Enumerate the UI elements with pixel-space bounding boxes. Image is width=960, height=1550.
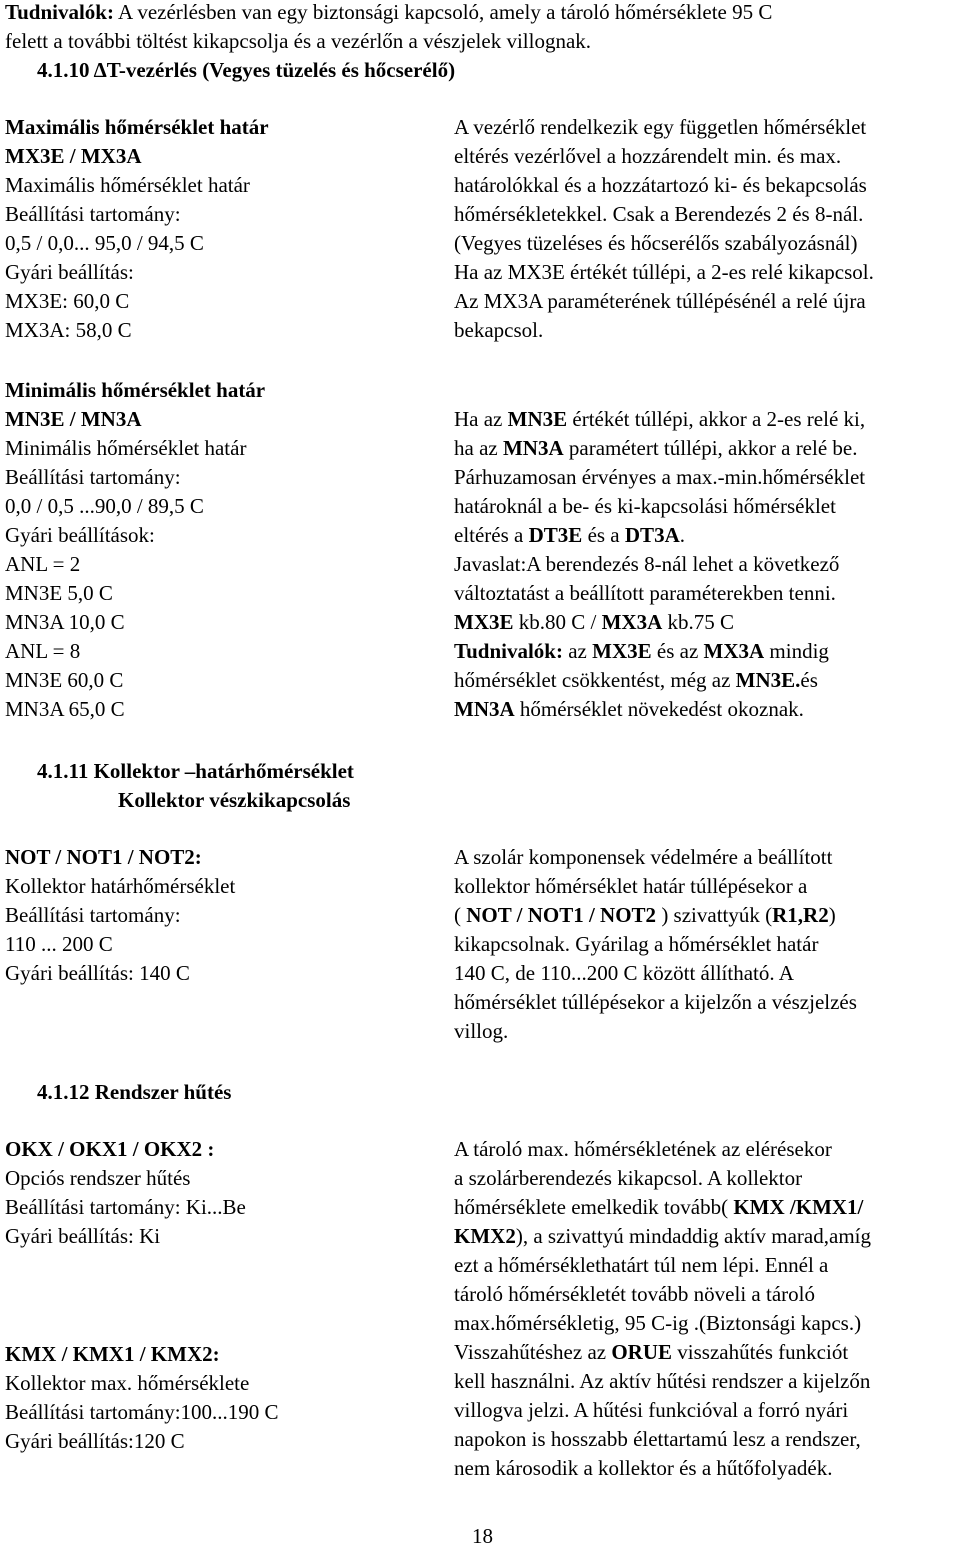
not-factory: Gyári beállítás: 140 C (5, 961, 190, 985)
max-desc-line: hőmérsékletekkel. Csak a Berendezés 2 és 8-nál. (454, 202, 864, 226)
cooling-desc-line: nem károsodik a kollektor és a hűtőfolyadék. (454, 1456, 833, 1480)
not-range-label: Beállítási tartomány: (5, 903, 181, 927)
intro-line-1 (5, 2, 772, 23)
cooling-desc-line: a szolárberendezés kikapcsol. A kollektor (454, 1166, 803, 1190)
max-range: 0,5 / 0,0... 95,0 / 94,5 C (5, 231, 204, 255)
max-desc-line: Ha az MX3E értékét túllépi, a 2-es relé kikapcsol. (454, 260, 874, 284)
max-mx3a-value: MX3A: 58,0 C (5, 318, 132, 342)
kmx-range: Beállítási tartomány:100...190 C (5, 1400, 279, 1424)
not-label: Kollektor határhőmérséklet (5, 874, 236, 898)
kmx-label: Kollektor max. hőmérséklete (5, 1371, 250, 1395)
cooling-desc-line: villogva jelzi. A hűtési funkcióval a forró nyári (454, 1398, 849, 1422)
min-desc-line: változtatást a beállított paraméterekben tenni. (454, 581, 836, 605)
max-desc-line: határolókkal és a hozzátartozó ki- és bekapcsolás (454, 173, 867, 197)
okx-heading: OKX / OKX1 / OKX2 : (5, 1137, 215, 1161)
max-desc-line: eltérés vezérlővel a hozzárendelt min. és max. (454, 144, 842, 168)
max-desc-line: (Vegyes tüzeléses és hőcserélős szabályozásnál) (454, 231, 858, 255)
not-desc-line: A szolár komponensek védelmére a beállított (454, 845, 833, 869)
cooling-desc-line: hőmérséklete emelkedik tovább( KMX /KMX1/ (454, 1195, 864, 1219)
not-desc-line: ( NOT / NOT1 / NOT2 ) szivattyúk (R1,R2) (454, 903, 836, 927)
section-subtitle-4-1-11: Kollektor vészkikapcsolás (118, 788, 351, 812)
min-factory-label: Gyári beállítások: (5, 523, 155, 547)
section-title-4-1-11: 4.1.11 Kollektor –határhőmérséklet (37, 759, 354, 783)
section-title-4-1-12: 4.1.12 Rendszer hűtés (37, 1080, 232, 1104)
min-desc-line: MN3A hőmérséklet növekedést okoznak. (454, 697, 804, 721)
min-mn3a-a: MN3A 10,0 C (5, 610, 125, 634)
min-desc-line: hőmérséklet csökkentést, még az MN3E.és (454, 668, 818, 692)
min-codes: MN3E / MN3A (5, 407, 142, 431)
kmx-heading: KMX / KMX1 / KMX2: (5, 1342, 220, 1366)
min-range-label: Beállítási tartomány: (5, 465, 181, 489)
min-mn3a-b: MN3A 65,0 C (5, 697, 125, 721)
min-anl-8: ANL = 8 (5, 639, 81, 663)
min-mn3e-a: MN3E 5,0 C (5, 581, 113, 605)
cooling-desc-line: kell használni. Az aktív hűtési rendszer a kijelzőn (454, 1369, 871, 1393)
min-desc-line: ha az MN3A paramétert túllépi, akkor a relé be. (454, 436, 858, 460)
min-mn3e-b: MN3E 60,0 C (5, 668, 124, 692)
not-range: 110 ... 200 C (5, 932, 113, 956)
cooling-desc-line: napokon is hosszabb élettartamú lesz a rendszer, (454, 1427, 861, 1451)
cooling-desc-line: ezt a hőmérséklethatárt túl nem lépi. Ennél a (454, 1253, 829, 1277)
not-desc-line: 140 C, de 110...200 C között állítható. A (454, 961, 794, 985)
min-desc-line: határoknál a be- és ki-kapcsolási hőmérséklet (454, 494, 836, 518)
max-heading: Maximális hőmérséklet határ (5, 115, 269, 139)
min-heading: Minimális hőmérséklet határ (5, 378, 266, 402)
max-mx3e-value: MX3E: 60,0 C (5, 289, 130, 313)
okx-label: Opciós rendszer hűtés (5, 1166, 191, 1190)
min-label: Minimális hőmérséklet határ (5, 436, 247, 460)
max-range-label: Beállítási tartomány: (5, 202, 181, 226)
min-desc-line: Javaslat:A berendezés 8-nál lehet a következő (454, 552, 840, 576)
max-desc-line: Az MX3A paraméterének túllépésénél a relé újra (454, 289, 866, 313)
not-desc-line: villog. (454, 1019, 509, 1043)
page-number: 18 (472, 1524, 493, 1548)
min-desc-line: Párhuzamosan érvényes a max.-min.hőmérséklet (454, 465, 866, 489)
cooling-desc-line: KMX2), a szivattyú mindaddig aktív marad,amíg (454, 1224, 871, 1248)
okx-factory: Gyári beállítás: Ki (5, 1224, 161, 1248)
min-desc-line: Ha az MN3E értékét túllépi, akkor a 2-es relé ki, (454, 407, 866, 431)
cooling-desc-line: Visszahűtéshez az ORUE visszahűtés funkciót (454, 1340, 849, 1364)
min-desc-line: Tudnivalók: az MX3E és az MX3A mindig (454, 639, 829, 663)
max-label: Maximális hőmérséklet határ (5, 173, 250, 197)
min-anl-2: ANL = 2 (5, 552, 81, 576)
cooling-desc-line: A tároló max. hőmérsékletének az elérésekor (454, 1137, 832, 1161)
cooling-desc-line: max.hőmérsékletig, 95 C-ig .(Biztonsági kapcs.) (454, 1311, 862, 1335)
intro-note-label: Tudnivalók: (5, 0, 114, 24)
not-heading: NOT / NOT1 / NOT2: (5, 845, 202, 869)
cooling-desc-line: tároló hőmérsékletét tovább növeli a tároló (454, 1282, 815, 1306)
intro-note-text: A vezérlésben van egy biztonsági kapcsoló, amely a tároló hőmérséklete 95 C (113, 0, 773, 24)
max-factory-label: Gyári beállítás: (5, 260, 134, 284)
max-desc-line: bekapcsol. (454, 318, 544, 342)
not-desc-line: kikapcsolnak. Gyárilag a hőmérséklet határ (454, 932, 819, 956)
intro-line-2: felett a további töltést kikapcsolja és a vezérlőn a vészjelek villognak. (5, 29, 592, 53)
max-codes: MX3E / MX3A (5, 144, 142, 168)
min-desc-line: MX3E kb.80 C / MX3A kb.75 C (454, 610, 735, 634)
kmx-factory: Gyári beállítás:120 C (5, 1429, 185, 1453)
max-desc-line: A vezérlő rendelkezik egy független hőmérséklet (454, 115, 867, 139)
not-desc-line: hőmérséklet túllépésekor a kijelzőn a vészjelzés (454, 990, 857, 1014)
min-desc-line: eltérés a DT3E és a DT3A. (454, 523, 685, 547)
min-range: 0,0 / 0,5 ...90,0 / 89,5 C (5, 494, 204, 518)
okx-range: Beállítási tartomány: Ki...Be (5, 1195, 246, 1219)
not-desc-line: kollektor hőmérséklet határ túllépésekor a (454, 874, 808, 898)
section-title-4-1-10: 4.1.10 ΔT-vezérlés (Vegyes tüzelés és hőcserélő) (37, 58, 456, 82)
